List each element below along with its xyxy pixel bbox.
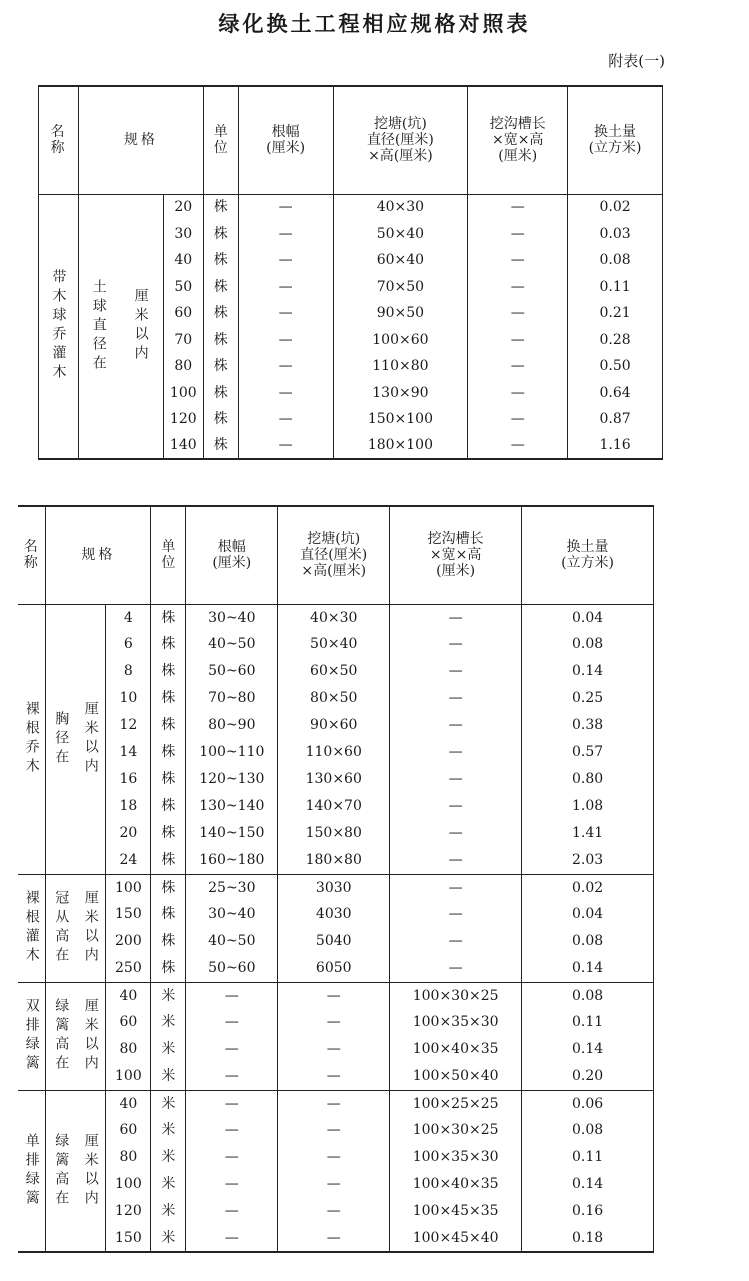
- pit-size-cell: —: [278, 1171, 390, 1198]
- pit-size-cell: 110×80: [333, 353, 468, 380]
- soil-volume-cell: 0.25: [522, 685, 654, 712]
- spec-suffix: 厘米以内: [82, 701, 99, 777]
- soil-volume-cell: 0.16: [522, 1198, 654, 1225]
- pit-size-cell: 6050: [278, 955, 390, 982]
- root-width-cell: —: [186, 1009, 278, 1036]
- root-width-cell: 120~130: [186, 766, 278, 793]
- root-width-cell: —: [238, 247, 333, 274]
- soil-volume-cell: 0.06: [522, 1090, 654, 1117]
- root-width-cell: —: [186, 1144, 278, 1171]
- unit-cell: 株: [151, 658, 186, 685]
- spec-value: 140: [163, 433, 203, 460]
- trench-size-cell: —: [468, 327, 568, 354]
- appendix-label: 附表(一): [608, 52, 665, 70]
- unit-cell: 米: [151, 1225, 186, 1252]
- soil-volume-cell: 0.08: [568, 247, 663, 274]
- soil-volume-cell: 0.57: [522, 739, 654, 766]
- spec-prefix: 绿篱高在: [46, 982, 76, 1090]
- header-root-width: 根幅 (厘米): [238, 86, 333, 194]
- group-name: 裸根灌木: [18, 874, 46, 982]
- pit-size-cell: 3030: [278, 874, 390, 901]
- root-width-cell: 30~40: [186, 604, 278, 631]
- unit-cell: 株: [203, 274, 238, 301]
- spec-value: 120: [163, 406, 203, 433]
- unit-cell: 株: [203, 300, 238, 327]
- trench-size-cell: —: [390, 793, 522, 820]
- pit-size-cell: 150×100: [333, 406, 468, 433]
- unit-cell: 米: [151, 1090, 186, 1117]
- unit-cell: 米: [151, 1063, 186, 1090]
- spec-table-2: [18, 505, 654, 1253]
- header-spec: 规格: [46, 506, 151, 604]
- header-name: 名 称: [39, 86, 79, 194]
- soil-volume-cell: 0.80: [522, 766, 654, 793]
- unit-cell: 株: [203, 221, 238, 248]
- soil-volume-cell: 1.16: [568, 433, 663, 460]
- trench-size-cell: 100×35×30: [390, 1009, 522, 1036]
- soil-volume-cell: 0.14: [522, 1036, 654, 1063]
- spec-value: 60: [106, 1009, 151, 1036]
- header-trench: 挖沟槽长 ×宽×高 (厘米): [390, 506, 522, 604]
- spec-value: 20: [106, 820, 151, 847]
- spec-value: 4: [106, 604, 151, 631]
- soil-volume-cell: 0.18: [522, 1225, 654, 1252]
- trench-size-cell: —: [390, 631, 522, 658]
- header-unit: 单 位: [151, 506, 186, 604]
- soil-volume-cell: 1.08: [522, 793, 654, 820]
- spec-value: 20: [163, 194, 203, 221]
- pit-size-cell: 110×60: [278, 739, 390, 766]
- pit-size-cell: 50×40: [278, 631, 390, 658]
- root-width-cell: —: [238, 274, 333, 301]
- spec-value: 100: [106, 874, 151, 901]
- spec-suffix: 厘米以内: [76, 1090, 106, 1252]
- soil-volume-cell: 0.02: [522, 874, 654, 901]
- root-width-cell: 140~150: [186, 820, 278, 847]
- root-width-cell: —: [186, 1117, 278, 1144]
- unit-cell: 株: [151, 685, 186, 712]
- spec-value: 250: [106, 955, 151, 982]
- trench-size-cell: —: [390, 955, 522, 982]
- root-width-cell: —: [238, 221, 333, 248]
- soil-volume-cell: 0.08: [522, 928, 654, 955]
- root-width-cell: 130~140: [186, 793, 278, 820]
- unit-cell: 株: [151, 847, 186, 874]
- pit-size-cell: 130×60: [278, 766, 390, 793]
- unit-cell: 米: [151, 1198, 186, 1225]
- soil-volume-cell: 0.50: [568, 353, 663, 380]
- spec-value: 80: [106, 1036, 151, 1063]
- unit-cell: 株: [151, 631, 186, 658]
- spec-value: 24: [106, 847, 151, 874]
- root-width-cell: —: [186, 982, 278, 1009]
- trench-size-cell: 100×45×40: [390, 1225, 522, 1252]
- soil-volume-cell: 0.11: [568, 274, 663, 301]
- spec-suffix: 厘米以内: [132, 288, 149, 365]
- unit-cell: 株: [203, 353, 238, 380]
- soil-volume-cell: 0.08: [522, 1117, 654, 1144]
- trench-size-cell: —: [468, 433, 568, 460]
- root-width-cell: 100~110: [186, 739, 278, 766]
- spec-value: 18: [106, 793, 151, 820]
- header-spec: 规格: [78, 86, 203, 194]
- header-trench: 挖沟槽长 ×宽×高 (厘米): [468, 86, 568, 194]
- header-name: 名 称: [18, 506, 46, 604]
- unit-cell: 米: [151, 1117, 186, 1144]
- unit-cell: 株: [151, 793, 186, 820]
- spec-value: 8: [106, 658, 151, 685]
- trench-size-cell: —: [468, 300, 568, 327]
- trench-size-cell: —: [468, 274, 568, 301]
- spec-value: 14: [106, 739, 151, 766]
- spec-value: 100: [106, 1171, 151, 1198]
- trench-size-cell: —: [390, 766, 522, 793]
- header-soil-volume: 换土量 (立方米): [568, 86, 663, 194]
- pit-size-cell: 150×80: [278, 820, 390, 847]
- soil-volume-cell: 0.87: [568, 406, 663, 433]
- group-name: 双排绿篱: [18, 982, 46, 1090]
- soil-volume-cell: 0.14: [522, 955, 654, 982]
- root-width-cell: —: [186, 1036, 278, 1063]
- root-width-cell: 50~60: [186, 658, 278, 685]
- trench-size-cell: —: [390, 739, 522, 766]
- spec-prefix: 胸径在: [46, 604, 76, 874]
- soil-volume-cell: 0.04: [522, 604, 654, 631]
- pit-size-cell: 100×60: [333, 327, 468, 354]
- unit-cell: 株: [151, 901, 186, 928]
- pit-size-cell: —: [278, 1117, 390, 1144]
- pit-size-cell: 4030: [278, 901, 390, 928]
- spec-value: 150: [106, 1225, 151, 1252]
- root-width-cell: —: [186, 1198, 278, 1225]
- root-width-cell: —: [238, 406, 333, 433]
- pit-size-cell: 40×30: [278, 604, 390, 631]
- spec-value: 12: [106, 712, 151, 739]
- root-width-cell: —: [186, 1090, 278, 1117]
- unit-cell: 株: [151, 766, 186, 793]
- spec-value: 100: [106, 1063, 151, 1090]
- pit-size-cell: 180×100: [333, 433, 468, 460]
- trench-size-cell: 100×30×25: [390, 1117, 522, 1144]
- soil-volume-cell: 0.08: [522, 631, 654, 658]
- unit-cell: 米: [151, 982, 186, 1009]
- unit-cell: 株: [203, 380, 238, 407]
- soil-volume-cell: 0.04: [522, 901, 654, 928]
- trench-size-cell: 100×50×40: [390, 1063, 522, 1090]
- root-width-cell: —: [186, 1171, 278, 1198]
- pit-size-cell: 60×40: [333, 247, 468, 274]
- unit-cell: 株: [151, 955, 186, 982]
- pit-size-cell: 5040: [278, 928, 390, 955]
- pit-size-cell: 90×60: [278, 712, 390, 739]
- root-width-cell: 70~80: [186, 685, 278, 712]
- spec-value: 80: [106, 1144, 151, 1171]
- header-unit: 单 位: [203, 86, 238, 194]
- unit-cell: 株: [203, 247, 238, 274]
- unit-cell: 米: [151, 1144, 186, 1171]
- spec-prefix: 冠从高在: [46, 874, 76, 982]
- unit-cell: 株: [203, 406, 238, 433]
- root-width-cell: 160~180: [186, 847, 278, 874]
- root-width-cell: —: [238, 353, 333, 380]
- spec-value: 200: [106, 928, 151, 955]
- soil-volume-cell: 2.03: [522, 847, 654, 874]
- pit-size-cell: 40×30: [333, 194, 468, 221]
- soil-volume-cell: 0.14: [522, 658, 654, 685]
- pit-size-cell: —: [278, 1198, 390, 1225]
- soil-volume-cell: 0.08: [522, 982, 654, 1009]
- pit-size-cell: 60×50: [278, 658, 390, 685]
- spec-value: 60: [106, 1117, 151, 1144]
- spec-value: 40: [106, 982, 151, 1009]
- pit-size-cell: 180×80: [278, 847, 390, 874]
- trench-size-cell: —: [468, 353, 568, 380]
- pit-size-cell: —: [278, 1036, 390, 1063]
- trench-size-cell: —: [390, 658, 522, 685]
- soil-volume-cell: 0.21: [568, 300, 663, 327]
- root-width-cell: —: [186, 1225, 278, 1252]
- root-width-cell: —: [238, 327, 333, 354]
- unit-cell: 米: [151, 1171, 186, 1198]
- trench-size-cell: —: [468, 221, 568, 248]
- spec-prefix: 绿篱高在: [46, 1090, 76, 1252]
- root-width-cell: 25~30: [186, 874, 278, 901]
- spec-value: 60: [163, 300, 203, 327]
- spec-value: 100: [163, 380, 203, 407]
- header-pit: 挖塘(坑) 直径(厘米) ×高(厘米): [278, 506, 390, 604]
- trench-size-cell: —: [390, 847, 522, 874]
- spec-value: 150: [106, 901, 151, 928]
- unit-cell: 米: [151, 1036, 186, 1063]
- pit-size-cell: —: [278, 1225, 390, 1252]
- spec-suffix: 厘米以内: [76, 874, 106, 982]
- spec-value: 6: [106, 631, 151, 658]
- trench-size-cell: —: [468, 380, 568, 407]
- pit-size-cell: —: [278, 1063, 390, 1090]
- unit-cell: 株: [203, 433, 238, 460]
- trench-size-cell: 100×40×35: [390, 1036, 522, 1063]
- trench-size-cell: 100×30×25: [390, 982, 522, 1009]
- unit-cell: 株: [151, 928, 186, 955]
- trench-size-cell: —: [468, 194, 568, 221]
- trench-size-cell: 100×40×35: [390, 1171, 522, 1198]
- unit-cell: 株: [151, 604, 186, 631]
- spec-value: 40: [163, 247, 203, 274]
- root-width-cell: 30~40: [186, 901, 278, 928]
- group-name: 单排绿篱: [18, 1090, 46, 1252]
- spec-table-1: [38, 85, 663, 460]
- page-title: 绿化换土工程相应规格对照表: [218, 11, 531, 36]
- pit-size-cell: —: [278, 1009, 390, 1036]
- soil-volume-cell: 0.11: [522, 1009, 654, 1036]
- trench-size-cell: 100×45×35: [390, 1198, 522, 1225]
- trench-size-cell: 100×25×25: [390, 1090, 522, 1117]
- pit-size-cell: 140×70: [278, 793, 390, 820]
- header-soil-volume: 换土量 (立方米): [522, 506, 654, 604]
- unit-cell: 株: [151, 820, 186, 847]
- trench-size-cell: —: [390, 901, 522, 928]
- spec-value: 70: [163, 327, 203, 354]
- soil-volume-cell: 0.64: [568, 380, 663, 407]
- soil-volume-cell: 0.03: [568, 221, 663, 248]
- root-width-cell: 40~50: [186, 631, 278, 658]
- pit-size-cell: —: [278, 982, 390, 1009]
- root-width-cell: —: [238, 380, 333, 407]
- root-width-cell: —: [186, 1063, 278, 1090]
- pit-size-cell: 80×50: [278, 685, 390, 712]
- trench-size-cell: —: [468, 406, 568, 433]
- root-width-cell: —: [238, 300, 333, 327]
- soil-volume-cell: 0.02: [568, 194, 663, 221]
- root-width-cell: —: [238, 433, 333, 460]
- trench-size-cell: —: [390, 820, 522, 847]
- spec-value: 30: [163, 221, 203, 248]
- unit-cell: 米: [151, 1009, 186, 1036]
- soil-volume-cell: 1.41: [522, 820, 654, 847]
- group-name: 带木球乔灌木: [50, 269, 67, 384]
- unit-cell: 株: [203, 194, 238, 221]
- soil-volume-cell: 0.11: [522, 1144, 654, 1171]
- trench-size-cell: —: [390, 685, 522, 712]
- soil-volume-cell: 0.20: [522, 1063, 654, 1090]
- soil-volume-cell: 0.38: [522, 712, 654, 739]
- pit-size-cell: 130×90: [333, 380, 468, 407]
- unit-cell: 株: [203, 327, 238, 354]
- header-root-width: 根幅 (厘米): [186, 506, 278, 604]
- trench-size-cell: —: [468, 247, 568, 274]
- group-name: 裸根乔木: [23, 701, 40, 777]
- pit-size-cell: 90×50: [333, 300, 468, 327]
- root-width-cell: 80~90: [186, 712, 278, 739]
- spec-value: 80: [163, 353, 203, 380]
- root-width-cell: 50~60: [186, 955, 278, 982]
- spec-value: 40: [106, 1090, 151, 1117]
- spec-value: 10: [106, 685, 151, 712]
- unit-cell: 株: [151, 712, 186, 739]
- trench-size-cell: —: [390, 928, 522, 955]
- root-width-cell: 40~50: [186, 928, 278, 955]
- pit-size-cell: 70×50: [333, 274, 468, 301]
- spec-value: 16: [106, 766, 151, 793]
- trench-size-cell: —: [390, 604, 522, 631]
- soil-volume-cell: 0.14: [522, 1171, 654, 1198]
- spec-value: 120: [106, 1198, 151, 1225]
- root-width-cell: —: [238, 194, 333, 221]
- pit-size-cell: —: [278, 1144, 390, 1171]
- spec-value: 50: [163, 274, 203, 301]
- spec-suffix: 厘米以内: [76, 982, 106, 1090]
- header-pit: 挖塘(坑) 直径(厘米) ×高(厘米): [333, 86, 468, 194]
- unit-cell: 株: [151, 739, 186, 766]
- trench-size-cell: —: [390, 712, 522, 739]
- unit-cell: 株: [151, 874, 186, 901]
- trench-size-cell: 100×35×30: [390, 1144, 522, 1171]
- pit-size-cell: —: [278, 1090, 390, 1117]
- soil-volume-cell: 0.28: [568, 327, 663, 354]
- spec-prefix: 土球直径在: [78, 194, 118, 459]
- pit-size-cell: 50×40: [333, 221, 468, 248]
- trench-size-cell: —: [390, 874, 522, 901]
